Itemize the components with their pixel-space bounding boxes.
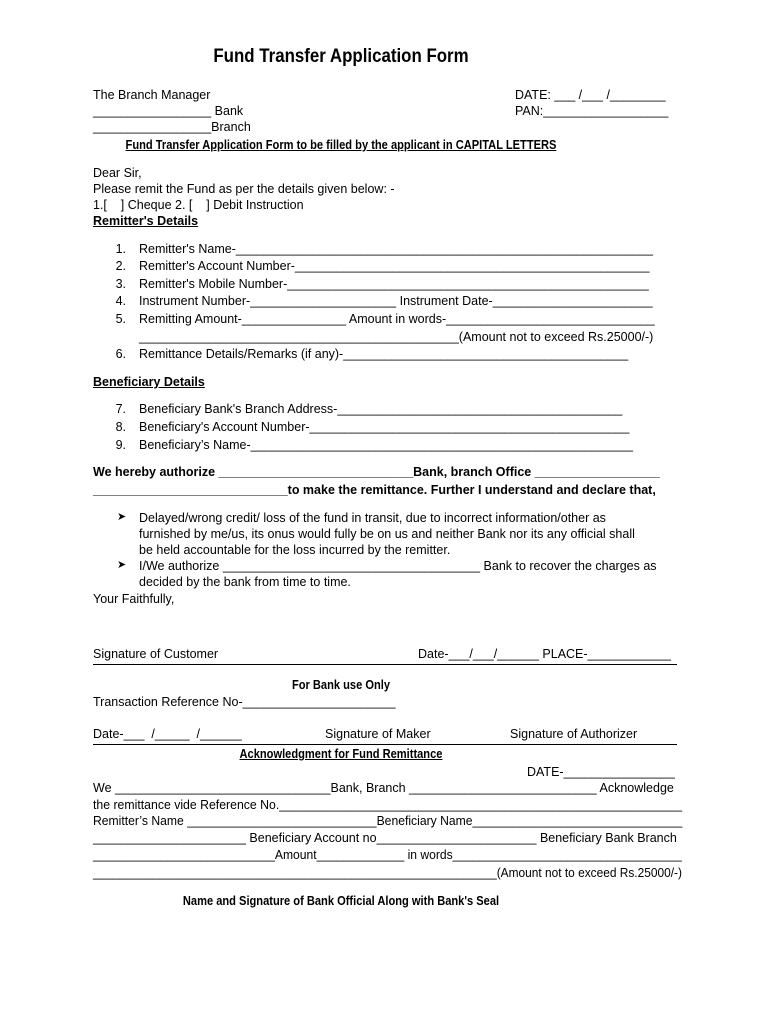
remitter-account-field[interactable]: Remitter's Account Number-___________________________________________________ xyxy=(139,259,650,273)
list-item-number: 6. xyxy=(115,347,126,361)
declaration-text: decided by the bank from time to time. xyxy=(139,575,351,589)
ack-line[interactable]: Remitter’s Name ____________________________Beneficiary Name_______________________________ xyxy=(93,814,683,828)
customer-signature-label: Signature of Customer xyxy=(93,647,219,661)
ack-line[interactable]: ______________________ Beneficiary Account no_______________________ Beneficiary Bank Branch xyxy=(93,831,677,845)
instrument-field[interactable]: Instrument Number-_____________________ Instrument Date-_______________________ xyxy=(139,294,653,308)
transaction-reference-field[interactable]: Transaction Reference No-______________________ xyxy=(93,695,396,709)
list-item-number: 4. xyxy=(115,294,126,308)
salutation: Dear Sir, xyxy=(93,166,142,180)
list-item-number: 2. xyxy=(115,259,126,273)
remitting-amount-field[interactable]: Remitting Amount-_______________ Amount in words-______________________________ xyxy=(139,312,655,326)
bank-name-field[interactable]: _________________ Bank xyxy=(93,104,244,118)
ack-date-field[interactable]: DATE-________________ xyxy=(527,765,675,779)
date-field[interactable]: DATE: ___ /___ /________ xyxy=(515,88,666,102)
beneficiary-details-heading: Beneficiary Details xyxy=(93,375,205,389)
amount-words-continuation[interactable]: ______________________________________________(Amount not to exceed Rs.25000/-) xyxy=(139,330,654,344)
remitter-mobile-field[interactable]: Remitter's Mobile Number-____________________________________________________ xyxy=(139,277,649,291)
beneficiary-account-field[interactable]: Beneficiary's Account Number-______________________________________________ xyxy=(139,420,630,434)
list-item-number: 1. xyxy=(115,242,126,256)
pan-field[interactable]: PAN:__________________ xyxy=(515,104,669,118)
ack-line[interactable]: the remittance vide Reference No.___________________________________________________________ xyxy=(93,798,683,812)
list-item-number: 3. xyxy=(115,277,126,291)
beneficiary-name-field[interactable]: Beneficiary’s Name-_______________________________________________________ xyxy=(139,438,633,452)
list-item-number: 8. xyxy=(115,420,126,434)
signature-date-place-field[interactable]: Date-___/___/______ PLACE-____________ xyxy=(418,647,671,661)
declaration-text: be held accountable for the loss incurred by the remitter. xyxy=(139,543,451,557)
beneficiary-branch-address-field[interactable]: Beneficiary Bank's Branch Address-_________________________________________ xyxy=(139,402,623,416)
closing: Your Faithfully, xyxy=(93,592,175,606)
addressee: The Branch Manager xyxy=(93,88,211,102)
maker-signature-label: Signature of Maker xyxy=(325,727,431,741)
ack-line[interactable]: We _______________________________Bank, Branch ___________________________ Acknowledge xyxy=(93,781,674,795)
section-divider xyxy=(93,744,677,745)
ack-line[interactable]: ___________________________Amount_____________ in words__________________________________ xyxy=(93,848,682,862)
branch-name-field[interactable]: _________________Branch xyxy=(93,120,251,134)
acknowledgment-heading: Acknowledgment for Fund Remittance xyxy=(239,747,443,761)
intro-text: Please remit the Fund as per the details given below: - xyxy=(93,182,395,196)
remittance-remarks-field[interactable]: Remittance Details/Remarks (if any)-_________________________________________ xyxy=(139,347,629,361)
bank-official-signature-label: Name and Signature of Bank Official Along with Bank's Seal xyxy=(182,894,500,908)
bank-use-date-field[interactable]: Date-___ /_____ /______ xyxy=(93,727,242,741)
list-item-number: 5. xyxy=(115,312,126,326)
authorizer-signature-label: Signature of Authorizer xyxy=(510,727,638,741)
remitter-name-field[interactable]: Remitter's Name-____________________________________________________________ xyxy=(139,242,653,256)
payment-mode-options[interactable]: 1.[ ] Cheque 2. [ ] Debit Instruction xyxy=(93,198,304,212)
authorize-line-1[interactable]: We hereby authorize ____________________________Bank, branch Office __________________ xyxy=(93,465,660,479)
authorize-line-2[interactable]: ____________________________to make the remittance. Further I understand and declare that, xyxy=(93,483,656,497)
section-divider xyxy=(93,664,677,665)
declaration-text: furnished by me/us, its onus would fully be on us and neither Bank nor its any official shall xyxy=(139,527,635,541)
arrow-bullet-icon: ➤ xyxy=(117,559,127,571)
list-item-number: 9. xyxy=(115,438,126,452)
list-item-number: 7. xyxy=(115,402,126,416)
arrow-bullet-icon: ➤ xyxy=(117,511,127,523)
charges-authorization-field[interactable]: I/We authorize _____________________________________ Bank to recover the charges as xyxy=(139,559,657,573)
form-title: Fund Transfer Application Form xyxy=(213,46,469,67)
remitter-details-heading: Remitter's Details xyxy=(93,214,199,228)
ack-line[interactable]: _____________________________________________________________(Amount not to exceed Rs.25000/-) xyxy=(93,866,682,880)
bank-use-heading: For Bank use Only xyxy=(291,678,391,692)
declaration-text: Delayed/wrong credit/ loss of the fund in transit, due to incorrect information/other as xyxy=(139,511,606,525)
capital-letters-instruction: Fund Transfer Application Form to be filled by the applicant in CAPITAL LETTERS xyxy=(125,138,557,152)
